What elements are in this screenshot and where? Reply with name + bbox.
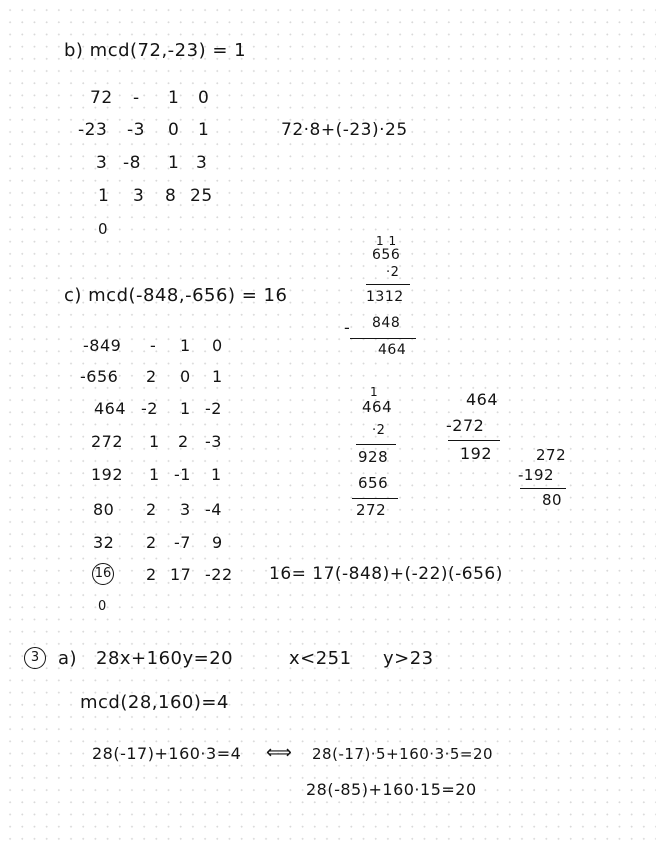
table-cell: 464 (94, 399, 127, 418)
calc-subtrahend: 848 (372, 315, 401, 331)
calc-subtrahend: -272 (446, 416, 485, 435)
table-cell: - (133, 88, 140, 108)
calc-subtrahend: -192 (518, 466, 555, 484)
table-cell: -22 (205, 565, 233, 584)
calc-result: 80 (542, 491, 563, 509)
table-cell: -7 (174, 533, 191, 552)
problem-part-label: a) (58, 648, 78, 669)
table-cell: 0 (198, 88, 210, 108)
table-cell: 192 (91, 465, 124, 484)
table-cell: 80 (93, 500, 115, 519)
table-cell: 32 (93, 533, 115, 552)
problem-number-badge (24, 647, 46, 669)
table-cell: 272 (91, 432, 124, 451)
sum-line (366, 284, 410, 285)
calc-result: 192 (460, 444, 493, 463)
table-cell: 0 (212, 336, 223, 355)
table-cell: 1 (180, 399, 191, 418)
sum-line (520, 488, 566, 489)
table-cell: 1 (149, 465, 160, 484)
calc-product: 928 (358, 448, 389, 466)
sum-line (352, 498, 398, 499)
calc-result: 464 (378, 342, 407, 358)
sum-line (448, 440, 500, 441)
table-cell: -8 (123, 153, 141, 173)
table-cell: 16 (92, 563, 114, 585)
table-cell: - (150, 336, 157, 355)
table-cell: -3 (127, 120, 145, 140)
calc-top: 464 (466, 390, 499, 409)
table-cell: 9 (212, 533, 223, 552)
table-cell: 72 (90, 88, 113, 108)
scaled-identity-2: 28(-85)+160·15=20 (306, 780, 477, 799)
mcd-statement: mcd(28,160)=4 (80, 692, 229, 713)
table-cell: 3 (133, 186, 145, 206)
table-cell: 0 (98, 220, 109, 238)
table-cell: 0 (98, 599, 107, 614)
table-cell: 3 (96, 153, 108, 173)
table-cell: -849 (83, 336, 122, 355)
part-c-combination: 16= 17(-848)+(-22)(-656) (269, 564, 503, 584)
table-cell: 1 (168, 153, 180, 173)
table-cell: -656 (80, 367, 119, 386)
table-cell: 1 (180, 336, 191, 355)
table-cell: -2 (205, 399, 222, 418)
calc-subtrahend: 656 (358, 474, 389, 492)
table-cell: 2 (146, 565, 157, 584)
calc-multiplier: ·2 (372, 423, 386, 438)
constraint-x: x<251 (289, 648, 352, 669)
calc-product: 1312 (366, 289, 404, 305)
scaled-identity-1: 28(-17)·5+160·3·5=20 (312, 745, 494, 763)
sum-line (356, 444, 396, 445)
table-cell: 0 (180, 367, 191, 386)
table-cell: 25 (190, 186, 213, 206)
calc-top: 656 (372, 247, 401, 263)
calc-minus-sign: - (344, 318, 351, 337)
gcd-circled-value (92, 563, 114, 585)
table-cell: 2 (146, 367, 157, 386)
table-cell: -4 (205, 500, 222, 519)
table-cell: -1 (174, 465, 191, 484)
part-c-heading: c) mcd(-848,-656) = 16 (64, 285, 288, 306)
bezout-identity: 28(-17)+160·3=4 (92, 744, 242, 763)
problem-number: 3 (24, 647, 46, 669)
table-cell: 2 (146, 533, 157, 552)
calc-top: 272 (536, 446, 567, 464)
table-cell: 1 (212, 367, 223, 386)
calc-top: 464 (362, 398, 393, 416)
table-cell: 1 (98, 186, 110, 206)
table-cell: 1 (149, 432, 160, 451)
calc-result: 272 (356, 501, 387, 519)
table-cell: 8 (165, 186, 177, 206)
carry-digits: 1 1 (376, 234, 397, 248)
table-cell: 1 (168, 88, 180, 108)
calc-multiplier: ·2 (386, 265, 400, 280)
table-cell: 1 (198, 120, 210, 140)
table-cell: 3 (180, 500, 191, 519)
diophantine-equation: 28x+160y=20 (96, 648, 234, 669)
carry-digits: 1 (370, 385, 379, 399)
part-b-heading: b) mcd(72,-23) = 1 (64, 40, 247, 61)
table-cell: -3 (205, 432, 222, 451)
table-cell: 1 (211, 465, 222, 484)
table-cell: 17 (170, 565, 192, 584)
constraint-y: y>23 (383, 648, 434, 669)
table-cell: -23 (78, 120, 108, 140)
sum-line (350, 338, 416, 339)
part-b-combination: 72·8+(-23)·25 (281, 120, 408, 140)
table-cell: 3 (196, 153, 208, 173)
table-cell: -2 (141, 399, 158, 418)
equivalence-arrow: ⟺ (266, 742, 293, 763)
table-cell: 0 (168, 120, 180, 140)
table-cell: 2 (178, 432, 189, 451)
table-cell: 2 (146, 500, 157, 519)
